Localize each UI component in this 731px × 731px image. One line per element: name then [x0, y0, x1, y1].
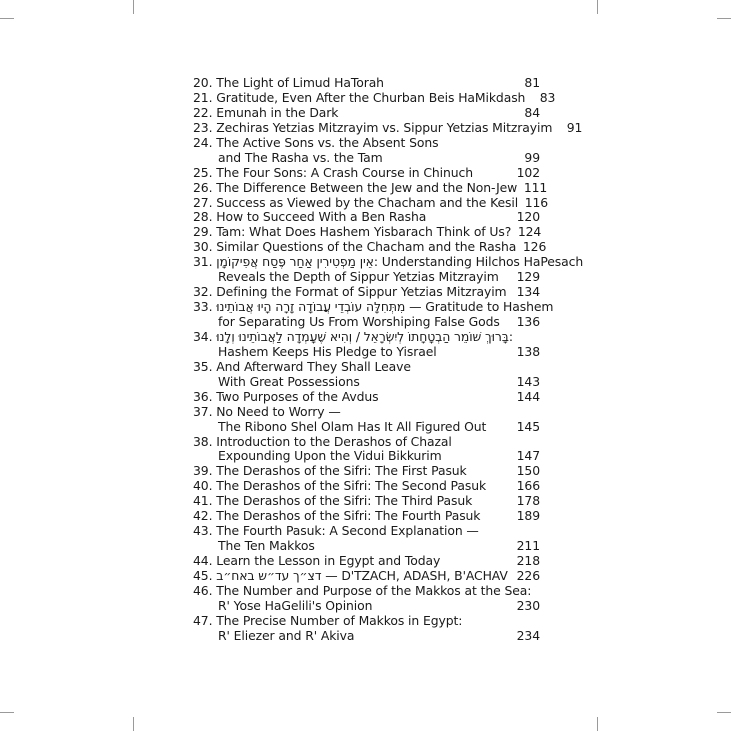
toc-page-number: 134	[516, 284, 540, 300]
toc-entry-title: 44. Learn the Lesson in Egypt and Today	[193, 553, 441, 568]
toc-entry-title: 46. The Number and Purpose of the Makkos at the Sea:	[193, 582, 532, 598]
toc-entry-continuation[interactable]	[193, 539, 540, 554]
toc-entry-title: Hashem Keeps His Pledge to Yisrael	[218, 343, 437, 359]
toc-entry-title: 35. And Afterward They Shall Leave	[193, 358, 411, 374]
toc-entry-title: Reveals the Depth of Sippur Yetzias Mitzrayim	[218, 269, 499, 285]
toc-entry-title: R' Yose HaGelili's Opinion	[218, 597, 373, 613]
toc-entry-title: 20. The Light of Limud HaTorah	[193, 75, 384, 90]
toc-entry-continuation[interactable]	[193, 449, 540, 464]
toc-page-number: 83	[539, 89, 556, 105]
toc-page-number: 226	[516, 567, 540, 583]
toc-entry-title: 34. בָּרוּךְ שׁוֹמֵר הַבְטָחָתוֹ לְיִשְׂרָאֵל / וְהִיא שֶׁעָמְדָה לַאֲבוֹתֵינוּ וְלָנוּ:	[193, 328, 513, 344]
toc-entry-title: 47. The Precise Number of Makkos in Egypt:	[193, 612, 463, 628]
toc-page-number: 166	[516, 478, 540, 494]
toc-entry[interactable]	[193, 614, 540, 629]
crop-mark-bottom-right	[597, 717, 598, 731]
toc-entry[interactable]	[193, 390, 540, 405]
toc-entry-title: 27. Success as Viewed by the Chacham and the Kesil	[193, 194, 519, 210]
toc-entry[interactable]	[193, 569, 540, 584]
toc-page-number: 102	[516, 164, 540, 180]
toc-entry[interactable]	[193, 225, 540, 240]
toc-page-number: 136	[516, 314, 540, 329]
toc-page-number: 145	[516, 418, 540, 434]
toc-entry[interactable]	[193, 210, 540, 225]
toc-page-number	[510, 136, 540, 151]
toc-entry-title: Expounding Upon the Vidui Bikkurim	[218, 448, 442, 464]
crop-mark-top-right	[597, 0, 598, 14]
toc-entry[interactable]	[193, 360, 540, 375]
toc-entry[interactable]	[193, 584, 540, 599]
toc-page-number: 150	[516, 463, 540, 479]
toc-page-number	[510, 405, 540, 420]
toc-entry-title: and The Rasha vs. the Tam	[218, 149, 383, 165]
toc-entry[interactable]	[193, 194, 549, 211]
toc-entry[interactable]	[193, 479, 540, 494]
toc-entry-continuation[interactable]	[193, 345, 540, 360]
toc-entry[interactable]	[193, 330, 540, 345]
toc-entry-title: 21. Gratitude, Even After the Churban Beis HaMikdash	[193, 89, 526, 105]
toc-entry-continuation[interactable]	[193, 315, 540, 330]
toc-entry-title: 40. The Derashos of the Sifri: The Second Pasuk	[193, 478, 487, 494]
toc-entry-title: The Ten Makkos	[218, 538, 315, 554]
toc-page-number: 124	[517, 224, 542, 240]
toc-page-number: 91	[566, 119, 583, 135]
toc-page-number: 234	[516, 627, 540, 643]
toc-page-number	[510, 524, 540, 539]
toc-entry-title: 42. The Derashos of the Sifri: The Fourth Pasuk	[193, 508, 481, 524]
toc-entry-title: 26. The Difference Between the Jew and the Non-Jew	[193, 179, 518, 195]
crop-mark-left-bottom	[0, 712, 14, 713]
toc-entry-title: The Ribono Shel Olam Has It All Figured Out	[218, 418, 487, 434]
toc-entry-title: 22. Emunah in the Dark	[193, 104, 339, 120]
toc-page-number	[510, 360, 540, 375]
toc-page-number: 81	[524, 75, 540, 90]
toc-entry-continuation[interactable]	[193, 151, 540, 166]
toc-entry-title: 29. Tam: What Does Hashem Yisbarach Think of Us?	[193, 224, 512, 240]
crop-mark-top-left	[133, 0, 134, 14]
toc-entry-title: 39. The Derashos of the Sifri: The First Pasuk	[193, 463, 467, 479]
toc-entry-title: 33. מִתְּחִלָּה עוֹבְדֵי עֲבוֹדָה זָרָה הָיוּ אֲבוֹתֵינוּ — Gratitude to Hashem	[193, 299, 554, 315]
toc-page-number: 99	[524, 149, 540, 165]
toc-page-number: 138	[516, 343, 540, 359]
table-of-contents	[193, 75, 584, 644]
toc-entry-title: 25. The Four Sons: A Crash Course in Chinuch	[193, 164, 473, 180]
toc-entry[interactable]	[193, 524, 540, 539]
toc-page-number: 178	[516, 493, 540, 509]
toc-page-number	[510, 614, 540, 629]
toc-entry-continuation[interactable]	[193, 420, 540, 435]
toc-page-number	[531, 584, 561, 599]
toc-entry-title: 43. The Fourth Pasuk: A Second Explanation —	[193, 523, 479, 539]
toc-entry[interactable]	[193, 119, 583, 136]
toc-entry-continuation[interactable]	[193, 270, 540, 285]
toc-page-number: 116	[524, 194, 549, 210]
toc-page-number: 211	[516, 538, 540, 554]
toc-page-number	[513, 330, 543, 345]
toc-entry-continuation[interactable]	[193, 629, 540, 644]
toc-page-number: 84	[524, 104, 540, 120]
toc-entry[interactable]	[193, 239, 547, 255]
toc-entry[interactable]	[193, 464, 540, 479]
toc-entry[interactable]	[193, 285, 540, 300]
toc-page-number: 111	[523, 179, 548, 195]
toc-entry-title: 30. Similar Questions of the Chacham and the Rasha	[193, 239, 517, 255]
toc-page-number: 143	[516, 373, 540, 389]
crop-mark-right-top	[717, 18, 731, 19]
toc-entry-title: 38. Introduction to the Derashos of Chazal	[193, 433, 452, 449]
toc-entry-continuation[interactable]	[193, 599, 540, 614]
toc-entry[interactable]	[193, 179, 548, 196]
toc-entry-title: 37. No Need to Worry —	[193, 403, 341, 419]
toc-entry-continuation[interactable]	[193, 375, 540, 390]
toc-entry-title: 32. Defining the Format of Sippur Yetzias Mitzrayim	[193, 284, 507, 300]
toc-entry[interactable]	[193, 299, 554, 315]
toc-page-number: 126	[522, 239, 547, 255]
toc-page-number: 129	[516, 269, 540, 285]
toc-page-number	[553, 300, 583, 315]
toc-entry[interactable]	[193, 166, 540, 181]
toc-entry[interactable]	[193, 435, 540, 450]
toc-entry[interactable]	[193, 254, 584, 270]
toc-page-number: 144	[516, 388, 540, 404]
toc-page-number: 218	[516, 553, 540, 568]
toc-entry[interactable]	[193, 76, 540, 91]
toc-entry-title: 36. Two Purposes of the Avdus	[193, 388, 379, 404]
toc-entry-title: With Great Possessions	[218, 373, 360, 389]
toc-entry[interactable]	[193, 405, 540, 420]
crop-mark-left-top	[0, 18, 14, 19]
toc-entry-title: 41. The Derashos of the Sifri: The Third Pasuk	[193, 493, 473, 509]
toc-entry[interactable]	[193, 494, 540, 509]
toc-entry-title: 31. אֵין מַפְטִירִין אַחַר פֶּסַח אֲפִיקוֹמָן: Understanding Hilchos HaPesach	[193, 254, 584, 270]
crop-mark-bottom-left	[133, 717, 134, 731]
toc-page-number: 147	[516, 448, 540, 464]
toc-page-number	[583, 255, 613, 270]
toc-entry[interactable]	[193, 509, 540, 524]
toc-entry-title: 24. The Active Sons vs. the Absent Sons	[193, 134, 439, 150]
toc-entry[interactable]	[193, 106, 540, 121]
toc-entry[interactable]	[193, 554, 540, 569]
toc-entry[interactable]	[193, 89, 556, 106]
toc-entry-title: 23. Zechiras Yetzias Mitzrayim vs. Sippur Yetzias Mitzrayim	[193, 119, 553, 135]
toc-entry[interactable]	[193, 136, 540, 151]
toc-entry-title: for Separating Us From Worshiping False Gods	[218, 314, 500, 329]
toc-page-number: 120	[516, 209, 540, 225]
toc-page-number	[510, 435, 540, 450]
toc-page-number: 189	[516, 508, 540, 524]
toc-entry-title: 28. How to Succeed With a Ben Rasha	[193, 209, 427, 225]
toc-page-number: 230	[516, 597, 540, 613]
toc-entry-title: 45. דצ״ך עד״ש באח״ב — D'TZACH, ADASH, B'ACHAV	[193, 567, 508, 583]
crop-mark-right-bottom	[717, 712, 731, 713]
toc-entry-title: R' Eliezer and R' Akiva	[218, 627, 355, 643]
